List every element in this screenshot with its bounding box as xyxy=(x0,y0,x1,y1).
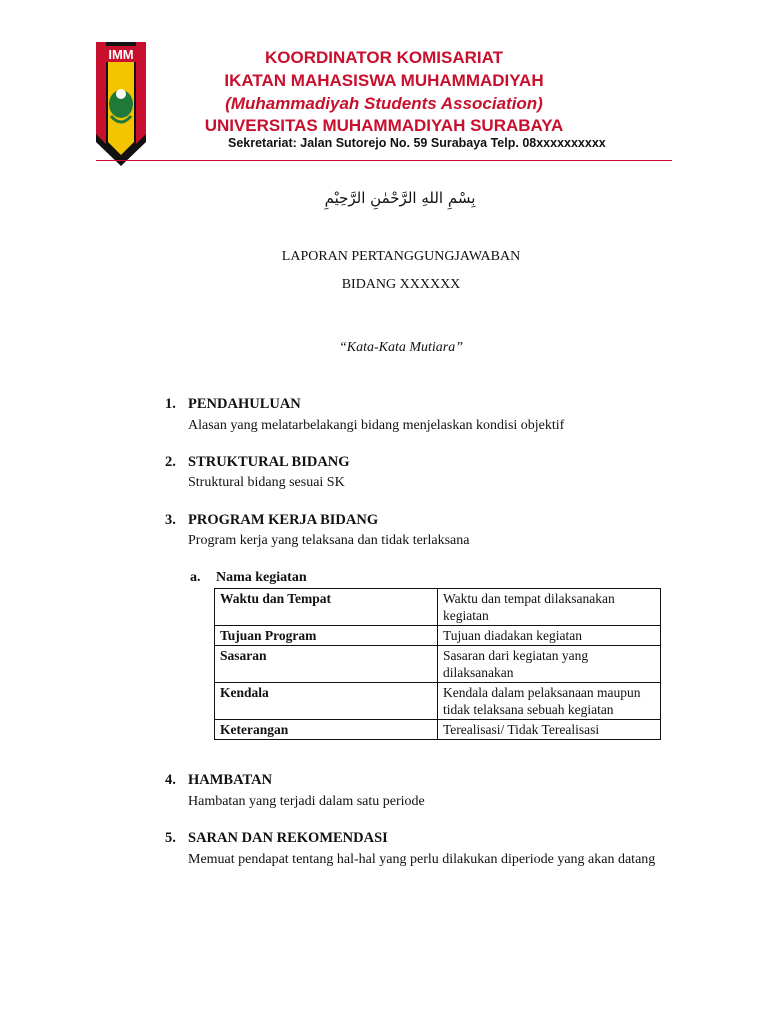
table-value: Tujuan diadakan kegiatan xyxy=(438,626,661,646)
section-3-body: Program kerja yang telaksana dan tidak terlaksana xyxy=(188,533,470,548)
secretariat-address: Sekretariat: Jalan Sutorejo No. 59 Surabaya Telp. 08xxxxxxxxxx xyxy=(228,136,606,150)
header-line-1: KOORDINATOR KOMISARIAT xyxy=(265,48,503,67)
activity-table xyxy=(214,588,661,740)
document-title: LAPORAN PERTANGGUNGJAWABAN xyxy=(281,249,521,264)
section-number: 3. xyxy=(165,512,176,528)
section-5-heading xyxy=(165,830,388,847)
section-title: SARAN DAN REKOMENDASI xyxy=(188,830,388,846)
section-2-body: Struktural bidang sesuai SK xyxy=(188,475,345,490)
section-title: PENDAHULUAN xyxy=(188,396,301,412)
table-row xyxy=(215,720,661,740)
table-row xyxy=(215,626,661,646)
basmalah xyxy=(300,180,500,216)
logo-text: IMM xyxy=(108,47,134,62)
document-subtitle: BIDANG XXXXXX xyxy=(341,277,461,292)
section-number: 5. xyxy=(165,830,176,846)
motto: “Kata-Kata Mutiara” xyxy=(338,340,464,355)
table-key: Waktu dan Tempat xyxy=(215,589,438,626)
table-row xyxy=(215,646,661,683)
header-line-3: (Muhammadiyah Students Association) xyxy=(225,94,543,113)
table-row xyxy=(215,589,661,626)
table-key: Sasaran xyxy=(215,646,438,683)
table-key: Tujuan Program xyxy=(215,626,438,646)
table-key: Kendala xyxy=(215,683,438,720)
table-row xyxy=(215,683,661,720)
section-title: PROGRAM KERJA BIDANG xyxy=(188,512,379,528)
section-title: HAMBATAN xyxy=(188,772,273,788)
section-3-heading xyxy=(165,512,378,529)
header-line-2: IKATAN MAHASISWA MUHAMMADIYAH xyxy=(224,71,544,90)
basmalah-text: بِسْمِ اللهِ الرَّحْمٰنِ الرَّحِيْمِ xyxy=(324,189,476,207)
section-number: 1. xyxy=(165,396,176,412)
subsection-number: a. xyxy=(190,570,201,585)
section-1-heading xyxy=(165,396,301,413)
section-number: 2. xyxy=(165,454,176,470)
section-2-heading xyxy=(165,454,350,471)
table-key: Keterangan xyxy=(215,720,438,740)
table-value: Waktu dan tempat dilaksanakan kegiatan xyxy=(438,589,661,626)
subsection-title: Nama kegiatan xyxy=(216,570,307,585)
section-5-body: Memuat pendapat tentang hal-hal yang perlu dilakukan diperiode yang akan datang xyxy=(188,852,656,867)
section-1-body: Alasan yang melatarbelakangi bidang menjelaskan kondisi objektif xyxy=(188,418,565,433)
header-line-4: UNIVERSITAS MUHAMMADIYAH SURABAYA xyxy=(204,116,564,135)
table-value: Terealisasi/ Tidak Terealisasi xyxy=(438,720,661,740)
header-divider xyxy=(96,160,672,161)
section-title: STRUKTURAL BIDANG xyxy=(188,454,350,470)
section-number: 4. xyxy=(165,772,176,788)
subsection-heading xyxy=(190,570,307,586)
section-4-heading xyxy=(165,772,272,789)
table-value: Kendala dalam pelaksanaan maupun tidak telaksana sebuah kegiatan xyxy=(438,683,661,720)
section-4-body: Hambatan yang terjadi dalam satu periode xyxy=(188,794,425,809)
table-value: Sasaran dari kegiatan yang dilaksanakan xyxy=(438,646,661,683)
